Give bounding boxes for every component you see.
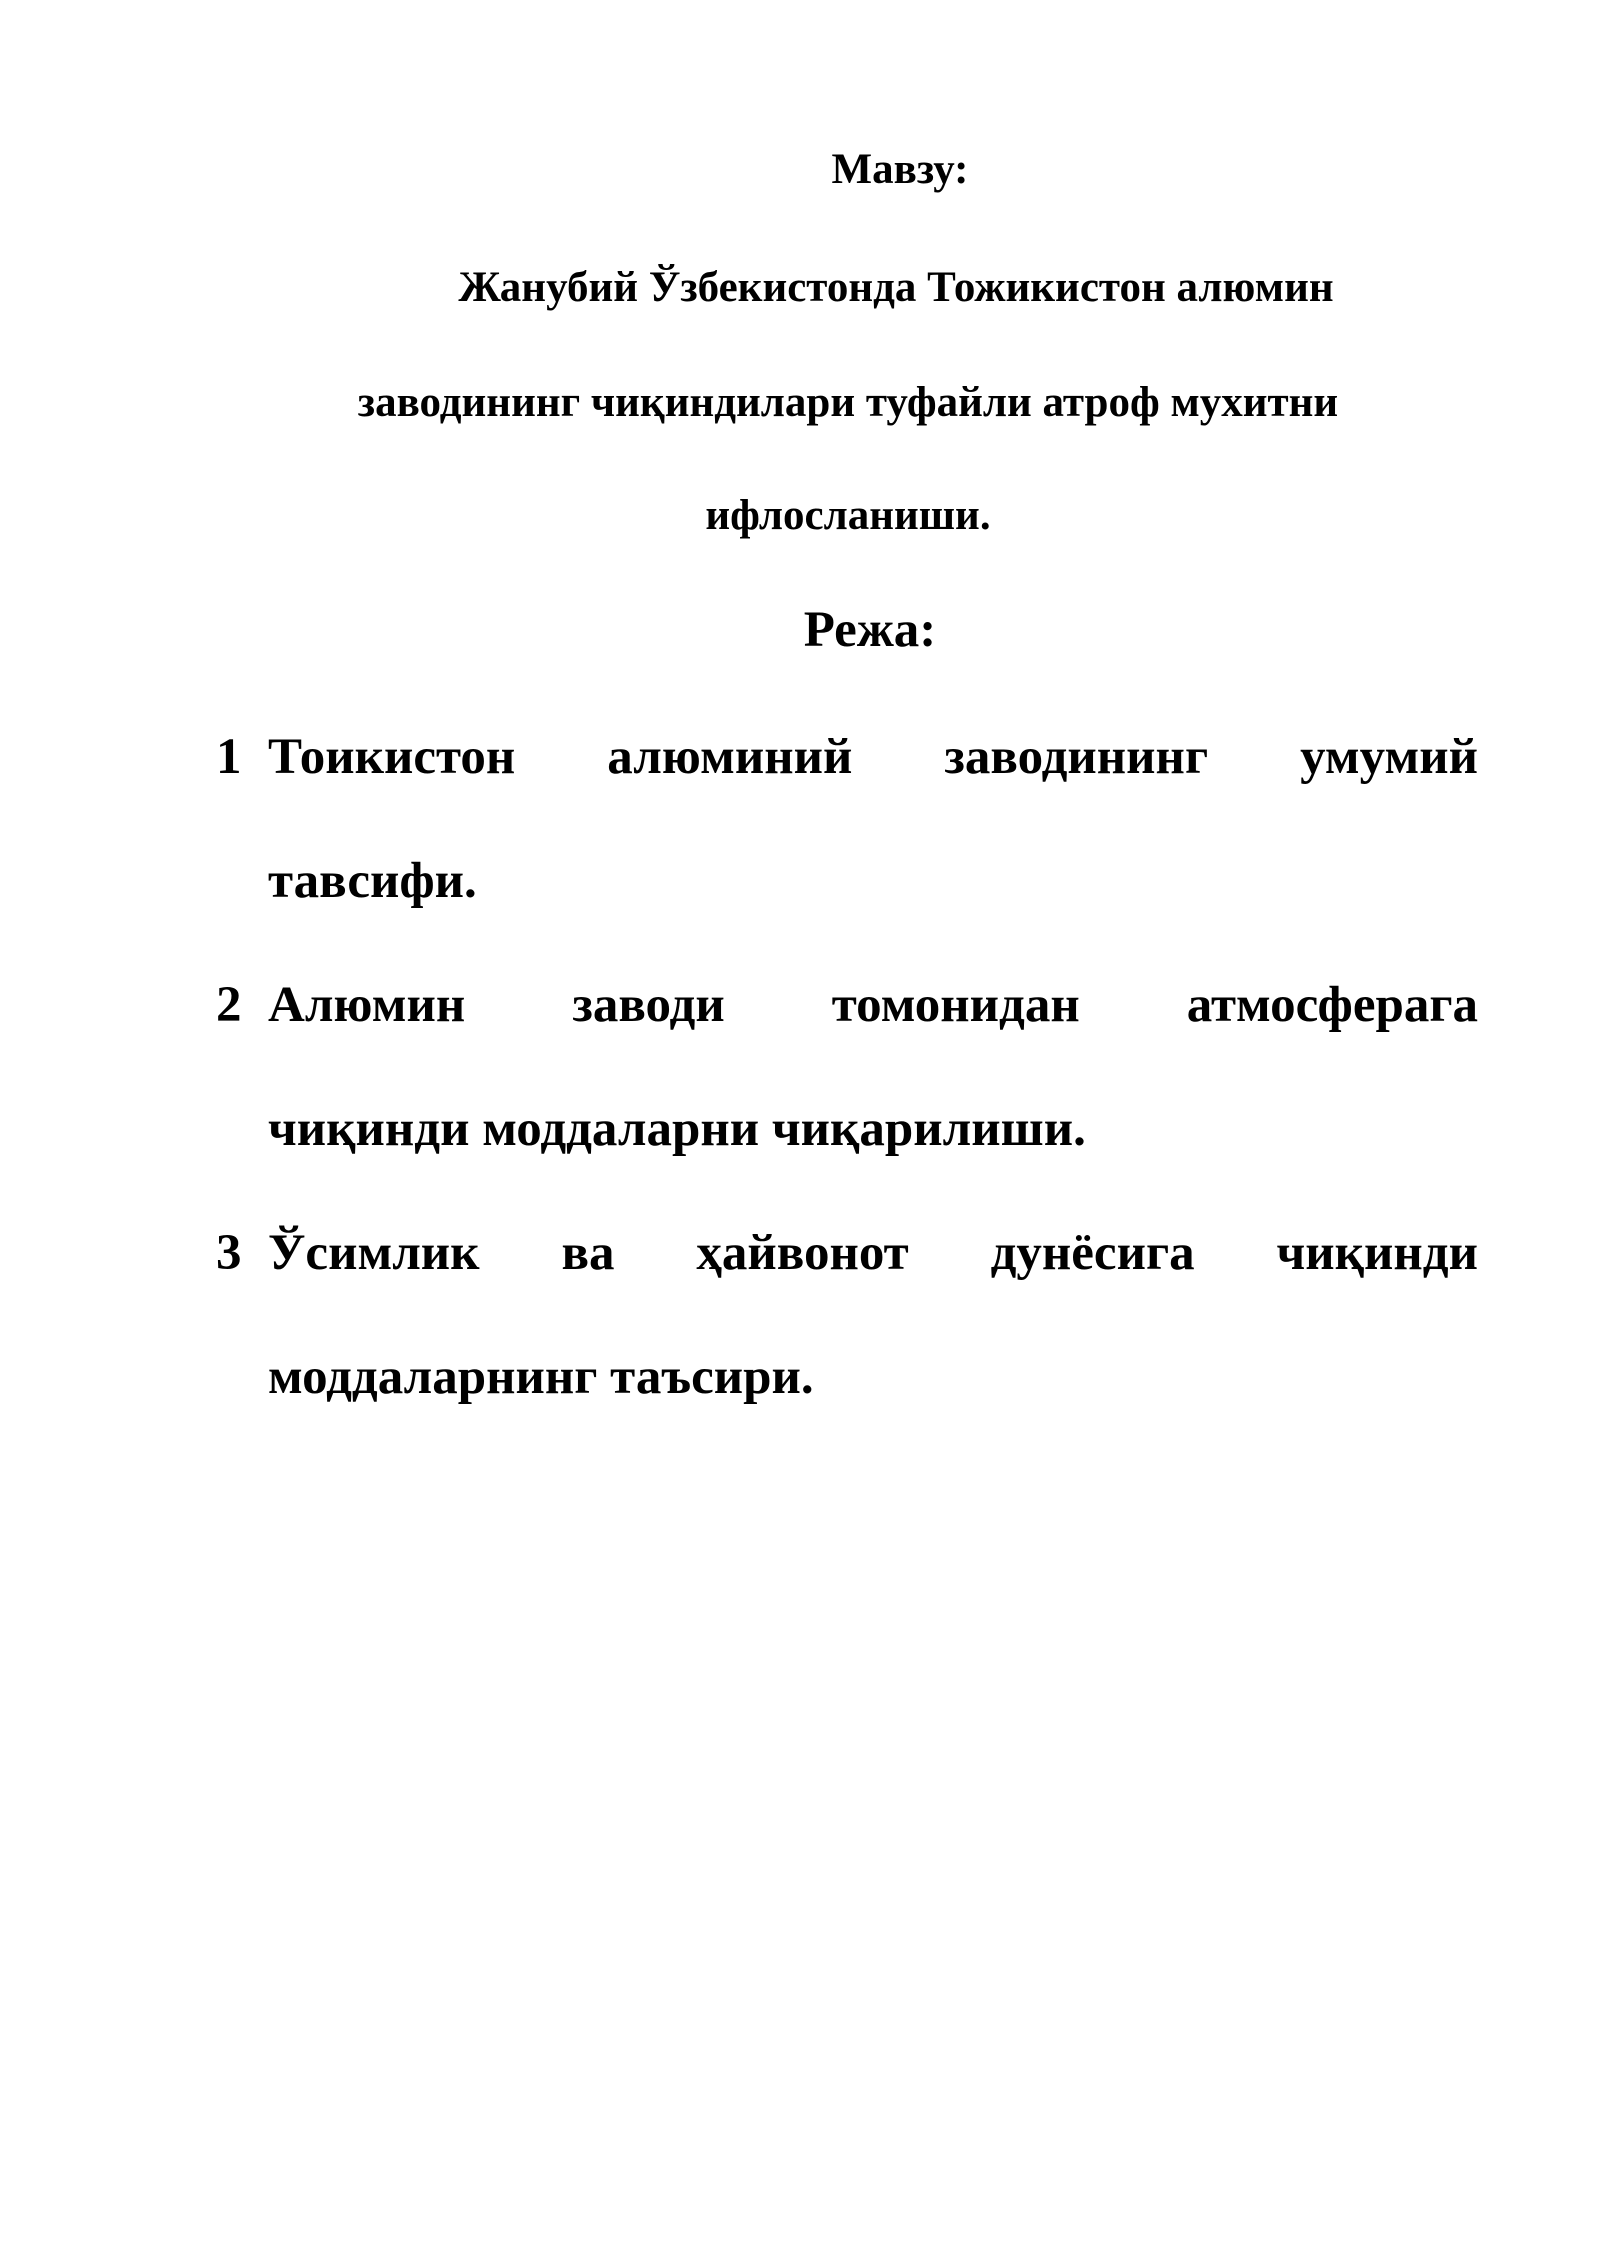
plan-item-number: 2	[216, 977, 242, 1033]
plan-heading: Режа:	[803, 602, 937, 658]
plan-item-text-line-1: Ўсимлик ва ҳайвонот дунёсига чиқинди	[268, 1225, 1478, 1281]
plan-item-number: 3	[216, 1225, 242, 1281]
plan-item-text-line-1: Тоикистон алюминий заводининг умумий	[268, 729, 1478, 785]
plan-item-number: 1	[216, 729, 242, 785]
title-line-3: ифлосланиши.	[705, 492, 991, 539]
topic-label: Мавзу:	[831, 146, 969, 193]
plan-item-text-line-2: моддаларнинг таъсири.	[268, 1349, 814, 1405]
plan-item-text-line-2: чиқинди моддаларни чиқарилиши.	[268, 1101, 1086, 1157]
plan-item-text-line-1: Алюмин заводи томонидан атмосферага	[268, 977, 1478, 1033]
title-line-2: заводининг чиқиндилари туфайли атроф мухитни	[357, 379, 1339, 426]
title-line-1: Жанубий Ўзбекистонда Тожикистон алюмин	[458, 264, 1334, 311]
plan-item-text-line-2: тавсифи.	[268, 853, 477, 909]
